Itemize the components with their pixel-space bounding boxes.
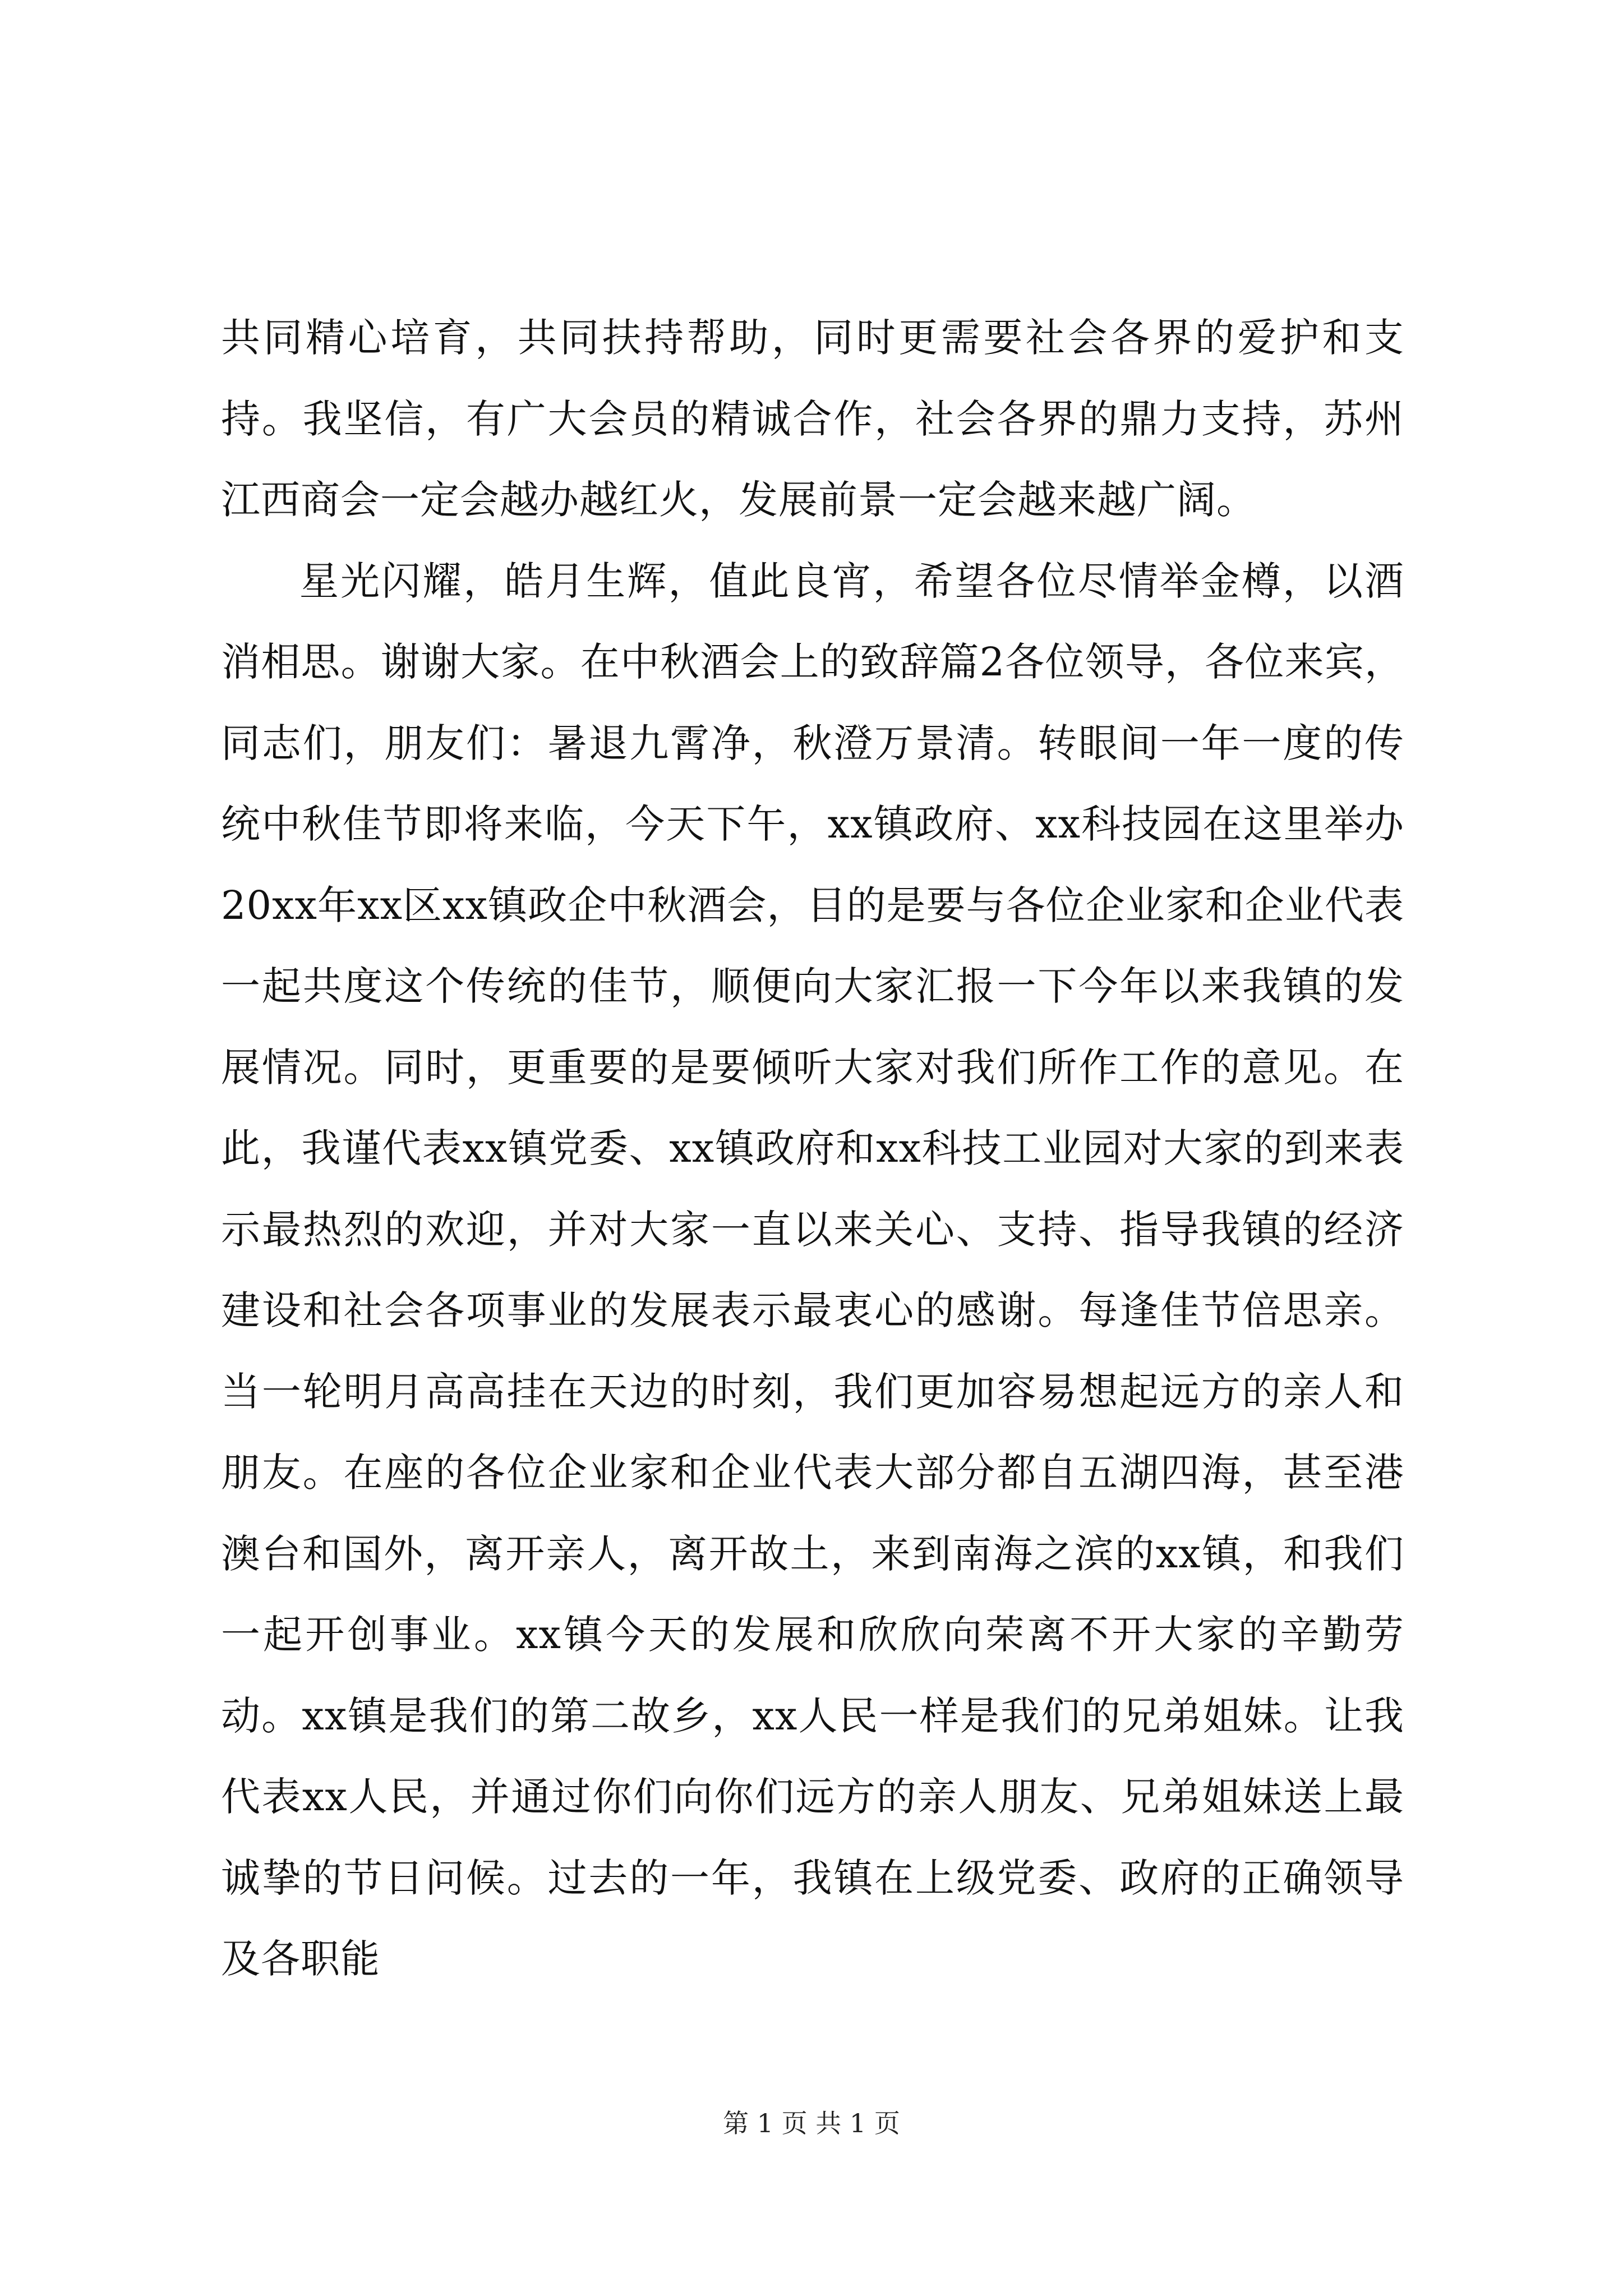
paragraph-1: 共同精心培育，共同扶持帮助，同时更需要社会各界的爱护和支持。我坚信，有广大会员的精诚合作，社会各界的鼎力支持，苏州江西商会一定会越办越红火，发展前景一定会越来越广阔。 [221, 315, 1404, 523]
paragraph-2: 星光闪耀，皓月生辉，值此良宵，希望各位尽情举金樽，以酒消相思。谢谢大家。在中秋酒会上的致辞篇2各位领导，各位来宾，同志们，朋友们：暑退九霄净，秋澄万景清。转眼间一年一度的传统中秋佳节即将来临，今天下午，xx镇政府、xx科技园在这里举办20xx年xx区xx镇政企中秋酒会，目的是要与各位企业家和企业代表一起共度这个传统的佳节，顺便向大家汇报一下今年以来我镇的发展情况。同时，更重要的是要倾听大家对我们所作工作的意见。在此，我谨代表xx镇党委、xx镇政府和xx科技工业园对大家的到来表示最热烈的欢迎，并对大家一直以来关心、支持、指导我镇的经济建设和社会各项事业的发展表示最衷心的感谢。每逢佳节倍思亲。当一轮明月高高挂在天边的时刻，我们更加容易想起远方的亲人和朋友。在座的各位企业家和企业代表大部分都自五湖四海，甚至港澳台和国外，离开亲人，离开故土，来到南海之滨的xx镇，和我们一起开创事业。xx镇今天的发展和欣欣向荣离不开大家的辛勤劳动。xx镇是我们的第二故乡，xx人民一样是我们的兄弟姐妹。让我代表xx人民，并通过你们向你们远方的亲人朋友、兄弟姐妹送上最诚挚的节日问候。过去的一年，我镇在上级党委、政府的正确领导及各职能 [221, 558, 1404, 1982]
page-footer [0, 2106, 1623, 2140]
page-number-label: 第 1 页 共 1 页 [723, 2108, 900, 2138]
document-body [221, 297, 1404, 2000]
